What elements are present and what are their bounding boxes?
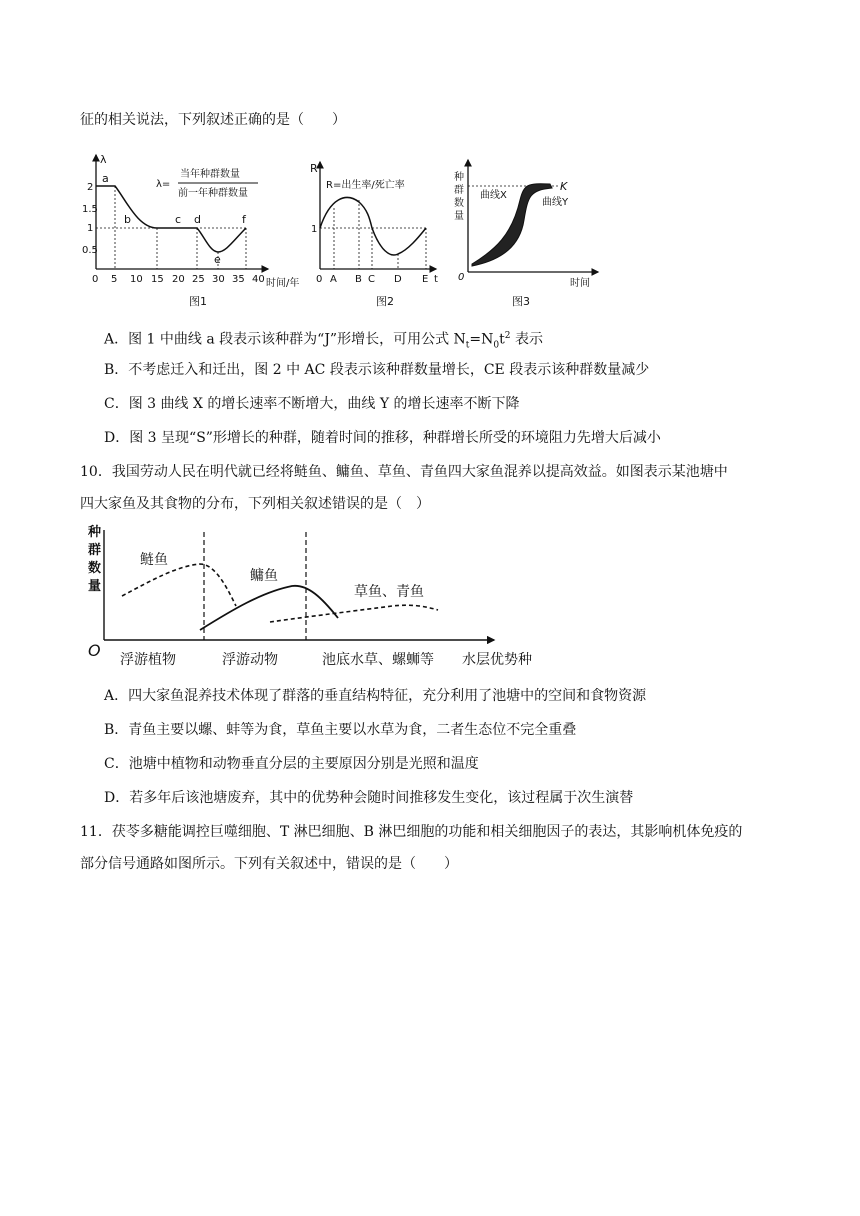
svg-text:25: 25 <box>192 274 205 285</box>
series-grass-black-carp <box>270 605 438 622</box>
q10-xcat-2: 浮游动物 <box>222 652 278 668</box>
q10-series-1: 鲢鱼 <box>140 552 168 568</box>
fig3-curve-y: 曲线Y <box>542 197 569 208</box>
fig1-xticks <box>92 274 265 285</box>
fig2-formula: R=出生率/死亡率 <box>326 180 405 191</box>
svg-text:E: E <box>422 274 429 285</box>
svg-text:d: d <box>194 213 201 226</box>
intro-line: 征的相关说法，下列叙述正确的是（ ） <box>80 112 346 128</box>
q10-line-2: 四大家鱼及其食物的分布，下列相关叙述错误的是（ ） <box>80 496 430 512</box>
fig2-xticks <box>316 274 438 285</box>
svg-text:e: e <box>214 253 221 266</box>
q9-option-a: A．图 1 中曲线 a 段表示该种群为“J”形增长，可用公式 $N_t=N_0t^2$ 表示 <box>104 331 543 351</box>
figure-1 <box>82 150 316 310</box>
q11-line-2: 部分信号通路如图所示。下列有关叙述中，错误的是（ ） <box>80 856 458 872</box>
svg-text:量: 量 <box>88 579 102 594</box>
svg-text:5: 5 <box>111 274 118 285</box>
q9-option-d: D．图 3 呈现“S”形增长的种群，随着时间的推移，种群增长所受的环境阻力先增大后减小 <box>104 430 661 446</box>
fig3-k: K <box>560 180 568 193</box>
svg-text:40: 40 <box>252 274 265 285</box>
svg-text:2: 2 <box>87 182 94 193</box>
q10-xcat-1: 浮游植物 <box>120 652 176 668</box>
svg-text:B: B <box>355 274 362 285</box>
fig2-curve <box>320 198 426 255</box>
svg-text:b: b <box>124 213 131 226</box>
svg-text:15: 15 <box>151 274 164 285</box>
svg-text:0: 0 <box>92 274 99 285</box>
q10-ylabel <box>87 524 102 594</box>
svg-text:a: a <box>102 172 109 185</box>
svg-text:1: 1 <box>87 223 94 234</box>
fig3-caption: 图3 <box>512 295 530 308</box>
q10-option-a: A．四大家鱼混养技术体现了群落的垂直结构特征，充分利用了池塘中的空间和食物资源 <box>104 688 647 704</box>
fig3-xlabel: 时间 <box>570 278 590 289</box>
q10-line-1: 10．我国劳动人民在明代就已经将鲢鱼、鳙鱼、草鱼、青鱼四大家鱼混养以提高效益。如图表示某池塘中 <box>80 464 728 480</box>
q10-series-3: 草鱼、青鱼 <box>354 584 424 600</box>
svg-text:0.5: 0.5 <box>82 245 98 256</box>
q10-chart <box>82 520 562 670</box>
figure-3 <box>450 150 600 310</box>
svg-text:群: 群 <box>88 543 102 558</box>
svg-text:量: 量 <box>454 211 464 222</box>
svg-text:1.5: 1.5 <box>82 204 98 215</box>
svg-text:f: f <box>242 213 246 226</box>
q10-xlabel: 水层优势种 <box>462 652 532 668</box>
fig1-caption: 图1 <box>189 295 207 308</box>
svg-text:种: 种 <box>454 172 464 183</box>
fig2-ytick: 1 <box>311 224 318 235</box>
svg-text:数: 数 <box>454 198 464 209</box>
svg-text:C: C <box>368 274 375 285</box>
fig1-formula-den: 前一年种群数量 <box>178 188 248 199</box>
svg-text:群: 群 <box>454 185 464 196</box>
svg-text:D: D <box>394 274 402 285</box>
q11-line-1: 11．茯苓多糖能调控巨噬细胞、T 淋巴细胞、B 淋巴细胞的功能和相关细胞因子的表达，其影响机体免疫的 <box>80 824 743 840</box>
q10-series-2: 鳙鱼 <box>250 568 278 584</box>
fig1-formula-num: 当年种群数量 <box>180 169 240 180</box>
q9-option-b: B．不考虑迁入和迁出，图 2 中 AC 段表示该种群数量增长，CE 段表示该种群数量减少 <box>104 362 650 378</box>
q10-origin: O <box>88 641 101 660</box>
svg-text:30: 30 <box>212 274 225 285</box>
svg-text:数: 数 <box>88 561 102 576</box>
fig2-ylabel: R <box>310 162 318 175</box>
svg-text:35: 35 <box>232 274 245 285</box>
svg-text:A: A <box>330 274 337 285</box>
svg-text:20: 20 <box>172 274 185 285</box>
fig1-points <box>102 172 247 266</box>
q9-option-c: C．图 3 曲线 X 的增长速率不断增大，曲线 Y 的增长速率不断下降 <box>104 396 520 412</box>
fig2-caption: 图2 <box>376 295 394 308</box>
fig1-xlabel: 时间/年 <box>266 278 300 289</box>
fig1-ylabel: λ <box>100 153 107 166</box>
svg-text:c: c <box>175 213 182 226</box>
q10-xcat-3: 池底水草、螺蛳等 <box>322 652 434 668</box>
svg-text:种: 种 <box>88 525 102 540</box>
q10-option-c: C．池塘中植物和动物垂直分层的主要原因分别是光照和温度 <box>104 756 479 772</box>
figure-2 <box>306 150 456 310</box>
series-bighead-carp <box>200 586 338 630</box>
fig3-ylabel <box>454 170 464 222</box>
fig1-formula-lhs: λ= <box>156 179 171 190</box>
series-silver-carp <box>122 564 236 606</box>
q10-option-b: B．青鱼主要以螺、蚌等为食，草鱼主要以水草为食，二者生态位不完全重叠 <box>104 722 577 738</box>
svg-text:t: t <box>434 274 438 285</box>
q10-option-d: D．若多年后该池塘废弃，其中的优势种会随时间推移发生变化，该过程属于次生演替 <box>104 790 634 806</box>
fig3-curve-x: 曲线X <box>480 190 507 201</box>
svg-text:10: 10 <box>130 274 143 285</box>
svg-text:0: 0 <box>316 274 323 285</box>
fig3-origin: 0 <box>458 272 465 283</box>
